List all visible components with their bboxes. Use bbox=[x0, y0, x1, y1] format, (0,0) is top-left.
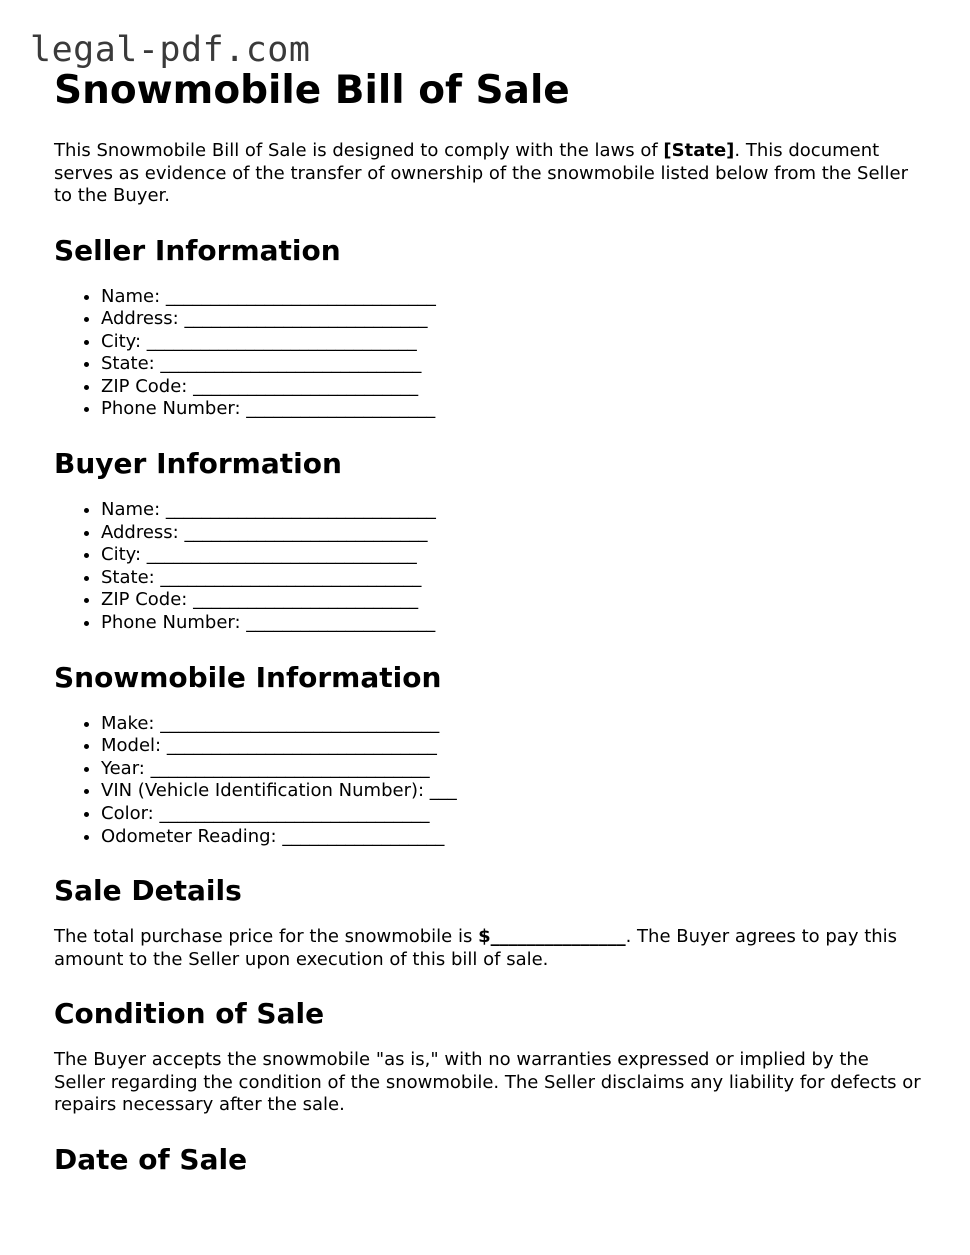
seller-heading: Seller Information bbox=[54, 233, 341, 267]
buyer-city-field: • City: ______________________________ bbox=[101, 544, 924, 567]
document-title: Snowmobile Bill of Sale bbox=[54, 68, 570, 113]
condition-heading: Condition of Sale bbox=[54, 997, 325, 1031]
snowmobile-color-field: • Color: ______________________________ bbox=[101, 803, 924, 826]
intro-state-placeholder: [State] bbox=[663, 140, 735, 161]
seller-name-field: • Name: ______________________________ bbox=[101, 286, 924, 309]
buyer-address-field: • Address: ___________________________ bbox=[101, 522, 924, 545]
snowmobile-year-field: • Year: _______________________________ bbox=[101, 758, 924, 781]
sale-text-after: . The Buyer agrees to pay this amount to the Seller upon execution of this bill of sale. bbox=[54, 926, 898, 970]
seller-phone-field: • Phone Number: _____________________ bbox=[101, 398, 924, 421]
seller-state-field: • State: _____________________________ bbox=[101, 353, 924, 376]
seller-zip-field: • ZIP Code: _________________________ bbox=[101, 376, 924, 399]
intro-text-before: This Snowmobile Bill of Sale is designed to comply with the laws of bbox=[54, 140, 664, 161]
snowmobile-list bbox=[54, 713, 924, 849]
buyer-list bbox=[54, 499, 924, 635]
seller-address-field: • Address: ___________________________ bbox=[101, 308, 924, 331]
sale-paragraph bbox=[54, 926, 924, 971]
snowmobile-make-field: • Make: _______________________________ bbox=[101, 713, 924, 736]
document-body bbox=[54, 68, 924, 1177]
seller-list bbox=[54, 286, 924, 422]
buyer-name-field: • Name: ______________________________ bbox=[101, 499, 924, 522]
snowmobile-heading: Snowmobile Information bbox=[54, 660, 442, 694]
buyer-state-field: • State: _____________________________ bbox=[101, 567, 924, 590]
sale-price-placeholder: $_______________ bbox=[478, 926, 626, 948]
buyer-zip-field: • ZIP Code: _________________________ bbox=[101, 589, 924, 612]
condition-paragraph: The Buyer accepts the snowmobile "as is," with no warranties expressed or implied by the Seller regarding the condition of the snowmobile. The Seller disclaims any liability for defects or repairs necessary after the sale. bbox=[54, 1049, 921, 1116]
sale-heading: Sale Details bbox=[54, 874, 242, 908]
date-heading: Date of Sale bbox=[54, 1142, 248, 1176]
sale-text-before: The total purchase price for the snowmobile is bbox=[54, 926, 479, 948]
snowmobile-vin-field: • VIN (Vehicle Identification Number): ___ bbox=[101, 780, 924, 803]
buyer-heading: Buyer Information bbox=[54, 447, 342, 481]
intro-paragraph bbox=[54, 140, 924, 208]
buyer-phone-field: • Phone Number: _____________________ bbox=[101, 612, 924, 635]
seller-city-field: • City: ______________________________ bbox=[101, 331, 924, 354]
snowmobile-odometer-field: • Odometer Reading: __________________ bbox=[101, 826, 924, 849]
watermark-logo: legal-pdf.com bbox=[30, 30, 311, 70]
snowmobile-model-field: • Model: ______________________________ bbox=[101, 735, 924, 758]
intro-text-after: . This document serves as evidence of the transfer of ownership of the snowmobile listed below from the Seller to the Buyer. bbox=[54, 140, 908, 206]
